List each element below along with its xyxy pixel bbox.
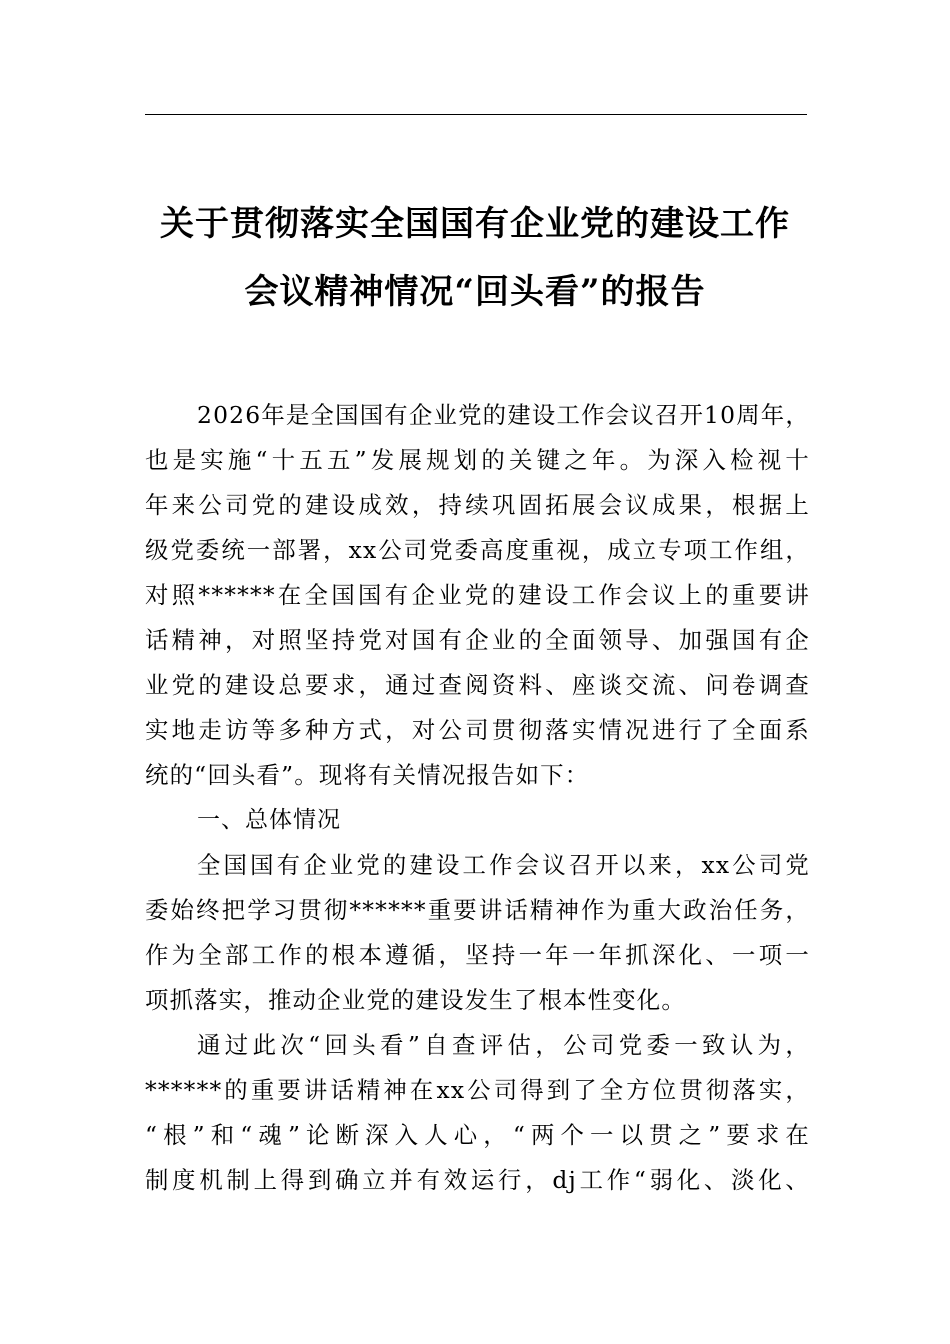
section-1-para-1-line-2: 委始终把学习贯彻******重要讲话精神作为重大政治任务， xyxy=(145,896,810,924)
intro-line-8: 实地走访等多种方式，对公司贯彻落实情况进行了全面系 xyxy=(145,716,810,744)
section-1-para-1-line-3: 作为全部工作的根本遵循，坚持一年一年抓深化、一项一 xyxy=(145,941,810,969)
intro-line-3: 年来公司党的建设成效，持续巩固拓展会议成果，根据上 xyxy=(145,491,810,519)
section-1-para-1-line-4: 项抓落实，推动企业党的建设发生了根本性变化。 xyxy=(145,986,686,1014)
section-1-para-1-line-1: 全国国有企业党的建设工作会议召开以来，xx公司党 xyxy=(197,851,810,879)
intro-line-7: 业党的建设总要求，通过查阅资料、座谈交流、问卷调查 xyxy=(145,671,810,699)
document-title-line-1: 关于贯彻落实全国国有企业党的建设工作 xyxy=(160,204,790,244)
section-1-para-2-line-1: 通过此次“回头看”自查评估，公司党委一致认为， xyxy=(197,1031,810,1059)
section-1-para-2-line-4: 制度机制上得到确立并有效运行，dj工作“弱化、淡化、 xyxy=(145,1166,810,1194)
intro-line-5: 对照******在全国国有企业党的建设工作会议上的重要讲 xyxy=(145,581,810,609)
section-1-para-2-line-3: “根”和“魂”论断深入人心，“两个一以贯之”要求在 xyxy=(145,1121,810,1149)
intro-line-4: 级党委统一部署，xx公司党委高度重视，成立专项工作组， xyxy=(145,536,810,564)
intro-line-9: 统的“回头看”。现将有关情况报告如下： xyxy=(145,761,590,789)
intro-line-6: 话精神，对照坚持党对国有企业的全面领导、加强国有企 xyxy=(145,626,810,654)
intro-line-2: 也是实施“十五五”发展规划的关键之年。为深入检视十 xyxy=(145,446,810,474)
document-title-line-2: 会议精神情况“回头看”的报告 xyxy=(244,272,706,312)
section-1-para-2-line-2: ******的重要讲话精神在xx公司得到了全方位贯彻落实， xyxy=(145,1076,810,1104)
section-heading-overall: 一、总体情况 xyxy=(197,807,341,833)
intro-line-1: 2026年是全国国有企业党的建设工作会议召开10周年， xyxy=(197,401,810,429)
header-rule xyxy=(145,114,807,115)
